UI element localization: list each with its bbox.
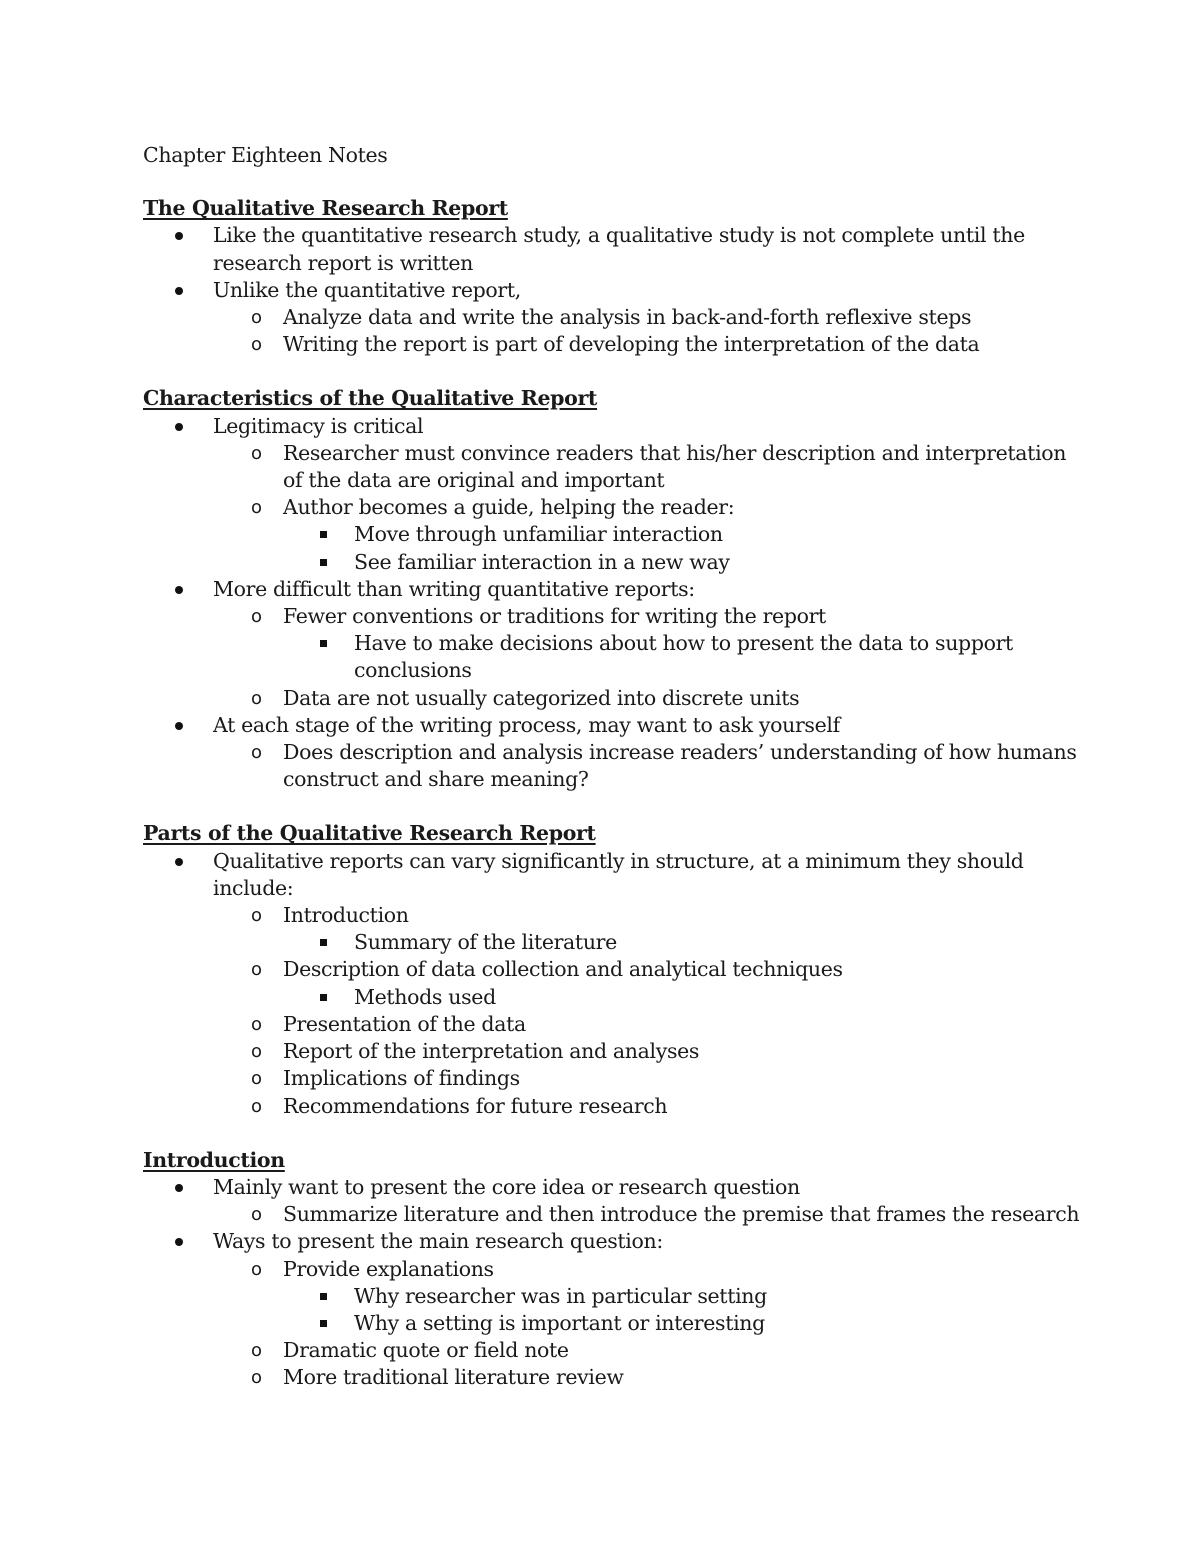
list-item-text: Presentation of the data: [283, 1011, 526, 1036]
list-item: [143, 956, 1083, 983]
bullet-circle-icon: o: [251, 959, 262, 981]
list-item: [143, 494, 1083, 521]
list-item-text: Fewer conventions or traditions for writing the report: [283, 604, 826, 629]
section-heading: Introduction: [143, 1147, 285, 1172]
list-item: [143, 413, 1083, 440]
bullet-circle-icon: o: [251, 1204, 262, 1226]
list-item: [143, 685, 1083, 712]
list-item-text: Recommendations for future research: [283, 1093, 668, 1118]
bullet-dot-icon: [175, 1184, 183, 1192]
list-item-text: Dramatic quote or field note: [283, 1338, 569, 1363]
list-item: [143, 222, 1083, 276]
list-item-text: Analyze data and write the analysis in back-and-forth reflexive steps: [283, 305, 972, 330]
list-item-text: At each stage of the writing process, may want to ask yourself: [213, 712, 840, 737]
bullet-circle-icon: o: [251, 606, 262, 628]
bullet-square-icon: [320, 994, 327, 1001]
list-item-text: Why a setting is important or interesting: [354, 1310, 765, 1335]
bullet-dot-icon: [175, 287, 183, 295]
list-item-text: Mainly want to present the core idea or research question: [213, 1174, 800, 1199]
list-item: [143, 603, 1083, 630]
bullet-square-icon: [320, 640, 327, 647]
bullet-list: [143, 848, 1083, 1120]
list-item: [143, 440, 1083, 494]
bullet-list: [143, 413, 1083, 794]
bullet-dot-icon: [175, 586, 183, 594]
list-item: [143, 1201, 1083, 1228]
list-item-text: More traditional literature review: [283, 1365, 624, 1390]
list-item: [143, 848, 1083, 902]
bullet-circle-icon: o: [251, 334, 262, 356]
section: [143, 1147, 1083, 1392]
bullet-circle-icon: o: [251, 307, 262, 329]
list-item: [143, 1093, 1083, 1120]
list-item: [143, 984, 1083, 1011]
bullet-dot-icon: [175, 1238, 183, 1246]
bullet-circle-icon: o: [251, 442, 262, 464]
list-item-text: See familiar interaction in a new way: [354, 549, 730, 574]
list-item-text: Introduction: [283, 903, 409, 928]
section: [143, 820, 1083, 1119]
bullet-circle-icon: o: [251, 1068, 262, 1090]
bullet-list: [143, 222, 1083, 358]
list-item: [143, 1283, 1083, 1310]
list-item: [143, 902, 1083, 929]
bullet-dot-icon: [175, 232, 183, 240]
bullet-circle-icon: o: [251, 742, 262, 764]
list-item-text: Summary of the literature: [354, 930, 617, 955]
list-item: [143, 304, 1083, 331]
list-item-text: Move through unfamiliar interaction: [354, 522, 723, 547]
list-item: [143, 1038, 1083, 1065]
list-item: [143, 1228, 1083, 1255]
list-item: [143, 1174, 1083, 1201]
document-title: Chapter Eighteen Notes: [143, 143, 388, 167]
list-item: [143, 549, 1083, 576]
document-page: [143, 142, 1083, 1419]
bullet-circle-icon: o: [251, 1041, 262, 1063]
list-item-text: More difficult than writing quantitative reports:: [213, 576, 695, 601]
list-item: [143, 1256, 1083, 1283]
bullet-circle-icon: o: [251, 1340, 262, 1362]
bullet-list: [143, 1174, 1083, 1392]
list-item-text: Provide explanations: [283, 1256, 494, 1281]
bullet-square-icon: [320, 1320, 327, 1327]
section-heading: The Qualitative Research Report: [143, 196, 508, 221]
bullet-circle-icon: o: [251, 497, 262, 519]
list-item-text: Summarize literature and then introduce the premise that frames the research: [283, 1202, 1080, 1227]
list-item-text: Author becomes a guide, helping the reader:: [283, 495, 735, 520]
list-item: [143, 521, 1083, 548]
bullet-square-icon: [320, 531, 327, 538]
list-item-text: Qualitative reports can vary significantly in structure, at a minimum they should include:: [213, 848, 1024, 900]
list-item-text: Writing the report is part of developing the interpretation of the data: [283, 332, 980, 357]
list-item: [143, 1310, 1083, 1337]
list-item: [143, 712, 1083, 739]
list-item: [143, 1364, 1083, 1391]
bullet-dot-icon: [175, 858, 183, 866]
bullet-square-icon: [320, 939, 327, 946]
list-item-text: Methods used: [354, 984, 496, 1009]
list-item-text: Report of the interpretation and analyses: [283, 1039, 700, 1064]
list-item: [143, 929, 1083, 956]
bullet-square-icon: [320, 559, 327, 566]
list-item: [143, 576, 1083, 603]
list-item: [143, 1337, 1083, 1364]
section: [143, 195, 1083, 358]
section-heading: Parts of the Qualitative Research Report: [143, 821, 596, 846]
bullet-dot-icon: [175, 722, 183, 730]
list-item-text: Have to make decisions about how to present the data to support conclusions: [354, 631, 1013, 683]
notes-body: [143, 195, 1083, 1391]
list-item-text: Implications of findings: [283, 1066, 520, 1091]
list-item: [143, 1011, 1083, 1038]
list-item: [143, 630, 1083, 684]
list-item: [143, 739, 1083, 793]
section: [143, 385, 1083, 793]
list-item-text: Why researcher was in particular setting: [354, 1283, 767, 1308]
section-heading: Characteristics of the Qualitative Report: [143, 386, 598, 411]
bullet-circle-icon: o: [251, 1095, 262, 1117]
list-item-text: Data are not usually categorized into discrete units: [283, 685, 800, 710]
bullet-circle-icon: o: [251, 1258, 262, 1280]
list-item-text: Unlike the quantitative report,: [213, 277, 521, 302]
bullet-circle-icon: o: [251, 905, 262, 927]
bullet-circle-icon: o: [251, 1013, 262, 1035]
list-item: [143, 331, 1083, 358]
list-item-text: Description of data collection and analytical techniques: [283, 957, 843, 982]
list-item: [143, 1065, 1083, 1092]
bullet-circle-icon: o: [251, 687, 262, 709]
list-item-text: Does description and analysis increase readers’ understanding of how humans construct and share meaning?: [283, 740, 1077, 792]
list-item-text: Researcher must convince readers that his/her description and interpretation of the data are original and important: [283, 440, 1067, 493]
list-item-text: Like the quantitative research study, a qualitative study is not complete until the research report is written: [213, 223, 1025, 275]
list-item-text: Ways to present the main research question:: [213, 1229, 663, 1254]
list-item: [143, 277, 1083, 304]
bullet-dot-icon: [175, 423, 183, 431]
bullet-circle-icon: o: [251, 1367, 262, 1389]
list-item-text: Legitimacy is critical: [213, 413, 424, 438]
bullet-square-icon: [320, 1293, 327, 1300]
